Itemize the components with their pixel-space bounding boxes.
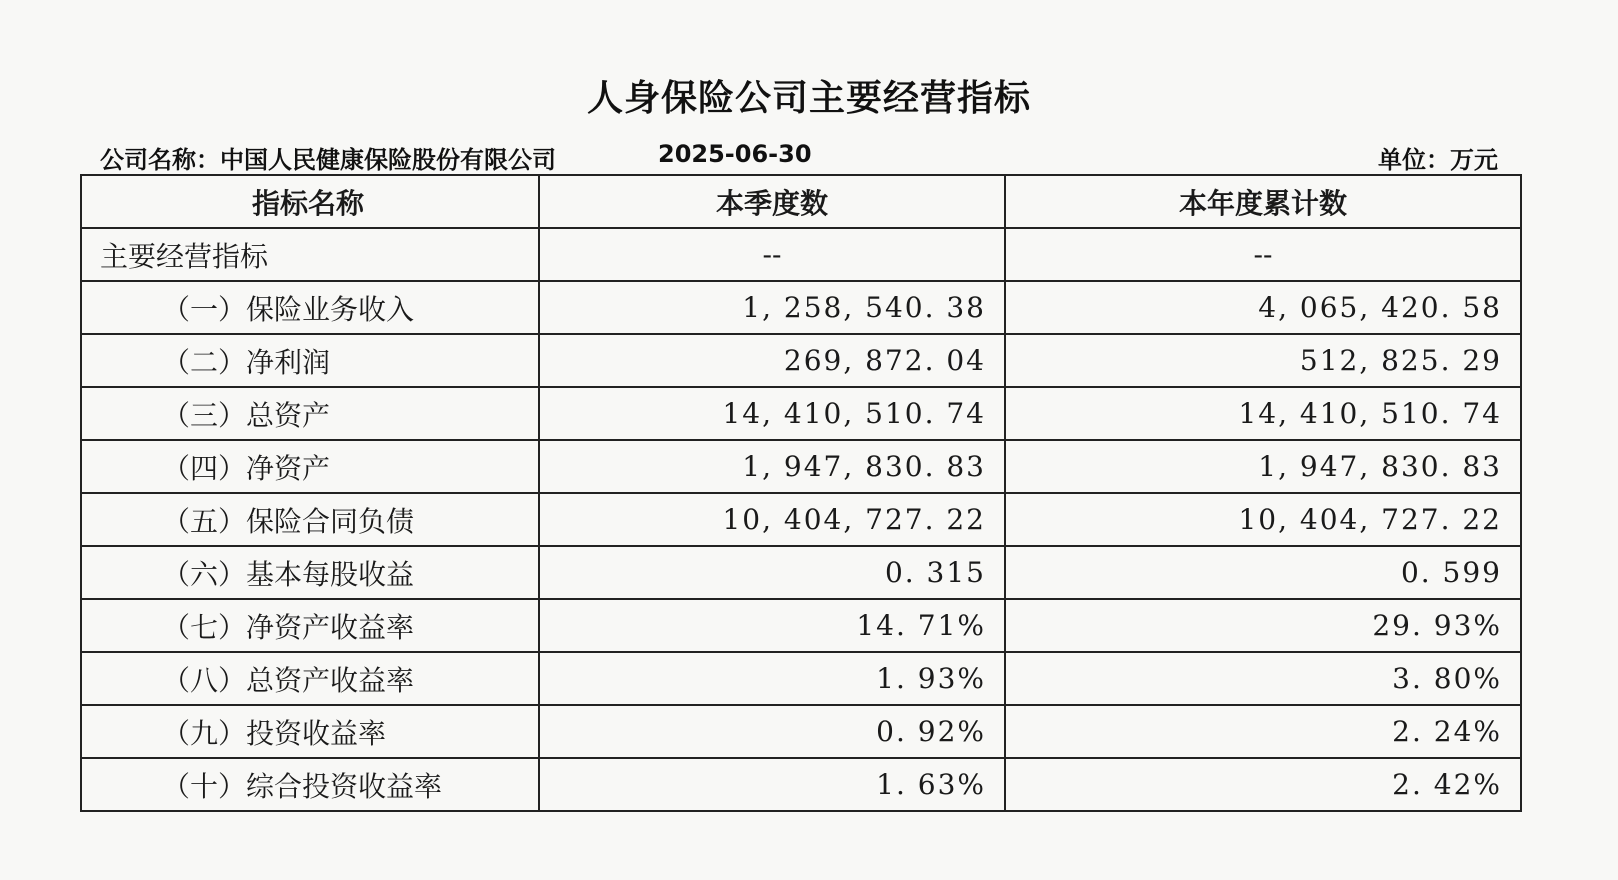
header-quarter: 本季度数 — [539, 175, 1005, 228]
header-indicator-name: 指标名称 — [81, 175, 539, 228]
section-row — [81, 228, 1521, 281]
table-row — [81, 387, 1521, 440]
company-name: 中国人民健康保险股份有限公司 — [220, 146, 556, 174]
row-name: （四）净资产 — [81, 440, 539, 493]
row-name: （十）综合投资收益率 — [81, 758, 539, 811]
row-quarter-value: 10, 404, 727. 22 — [539, 493, 1005, 546]
row-ytd-value: 3. 80% — [1005, 652, 1521, 705]
row-ytd-value: 4, 065, 420. 58 — [1005, 281, 1521, 334]
row-ytd-value: 14, 410, 510. 74 — [1005, 387, 1521, 440]
row-quarter-value: 269, 872. 04 — [539, 334, 1005, 387]
document-meta — [100, 140, 1498, 174]
header-year-to-date: 本年度累计数 — [1005, 175, 1521, 228]
row-ytd-value: 2. 42% — [1005, 758, 1521, 811]
row-name: （九）投资收益率 — [81, 705, 539, 758]
document-title: 人身保险公司主要经营指标 — [586, 78, 1031, 119]
table-header-row — [81, 175, 1521, 228]
row-quarter-value: 0. 92% — [539, 705, 1005, 758]
row-ytd-value: 1, 947, 830. 83 — [1005, 440, 1521, 493]
report-date: 2025-06-30 — [658, 140, 812, 168]
section-quarter: -- — [539, 228, 1005, 281]
row-name: （七）净资产收益率 — [81, 599, 539, 652]
row-quarter-value: 14. 71% — [539, 599, 1005, 652]
row-name: （六）基本每股收益 — [81, 546, 539, 599]
row-ytd-value: 29. 93% — [1005, 599, 1521, 652]
row-quarter-value: 0. 315 — [539, 546, 1005, 599]
unit-label: 单位：万元 — [1378, 146, 1498, 174]
row-name: （一）保险业务收入 — [81, 281, 539, 334]
row-quarter-value: 1, 258, 540. 38 — [539, 281, 1005, 334]
row-ytd-value: 2. 24% — [1005, 705, 1521, 758]
table-row — [81, 758, 1521, 811]
row-ytd-value: 10, 404, 727. 22 — [1005, 493, 1521, 546]
table-row — [81, 493, 1521, 546]
table-row — [81, 652, 1521, 705]
table-row — [81, 705, 1521, 758]
row-quarter-value: 1, 947, 830. 83 — [539, 440, 1005, 493]
table-row — [81, 546, 1521, 599]
table-row — [81, 334, 1521, 387]
section-name: 主要经营指标 — [81, 228, 539, 281]
row-name: （八）总资产收益率 — [81, 652, 539, 705]
table-row — [81, 281, 1521, 334]
row-name: （三）总资产 — [81, 387, 539, 440]
row-quarter-value: 1. 63% — [539, 758, 1005, 811]
row-ytd-value: 512, 825. 29 — [1005, 334, 1521, 387]
row-quarter-value: 14, 410, 510. 74 — [539, 387, 1005, 440]
company-label: 公司名称： — [100, 146, 220, 174]
table-row — [81, 440, 1521, 493]
table-row — [81, 599, 1521, 652]
row-ytd-value: 0. 599 — [1005, 546, 1521, 599]
row-quarter-value: 1. 93% — [539, 652, 1005, 705]
section-ytd: -- — [1005, 228, 1521, 281]
row-name: （二）净利润 — [81, 334, 539, 387]
row-name: （五）保险合同负债 — [81, 493, 539, 546]
indicators-table — [80, 174, 1522, 812]
